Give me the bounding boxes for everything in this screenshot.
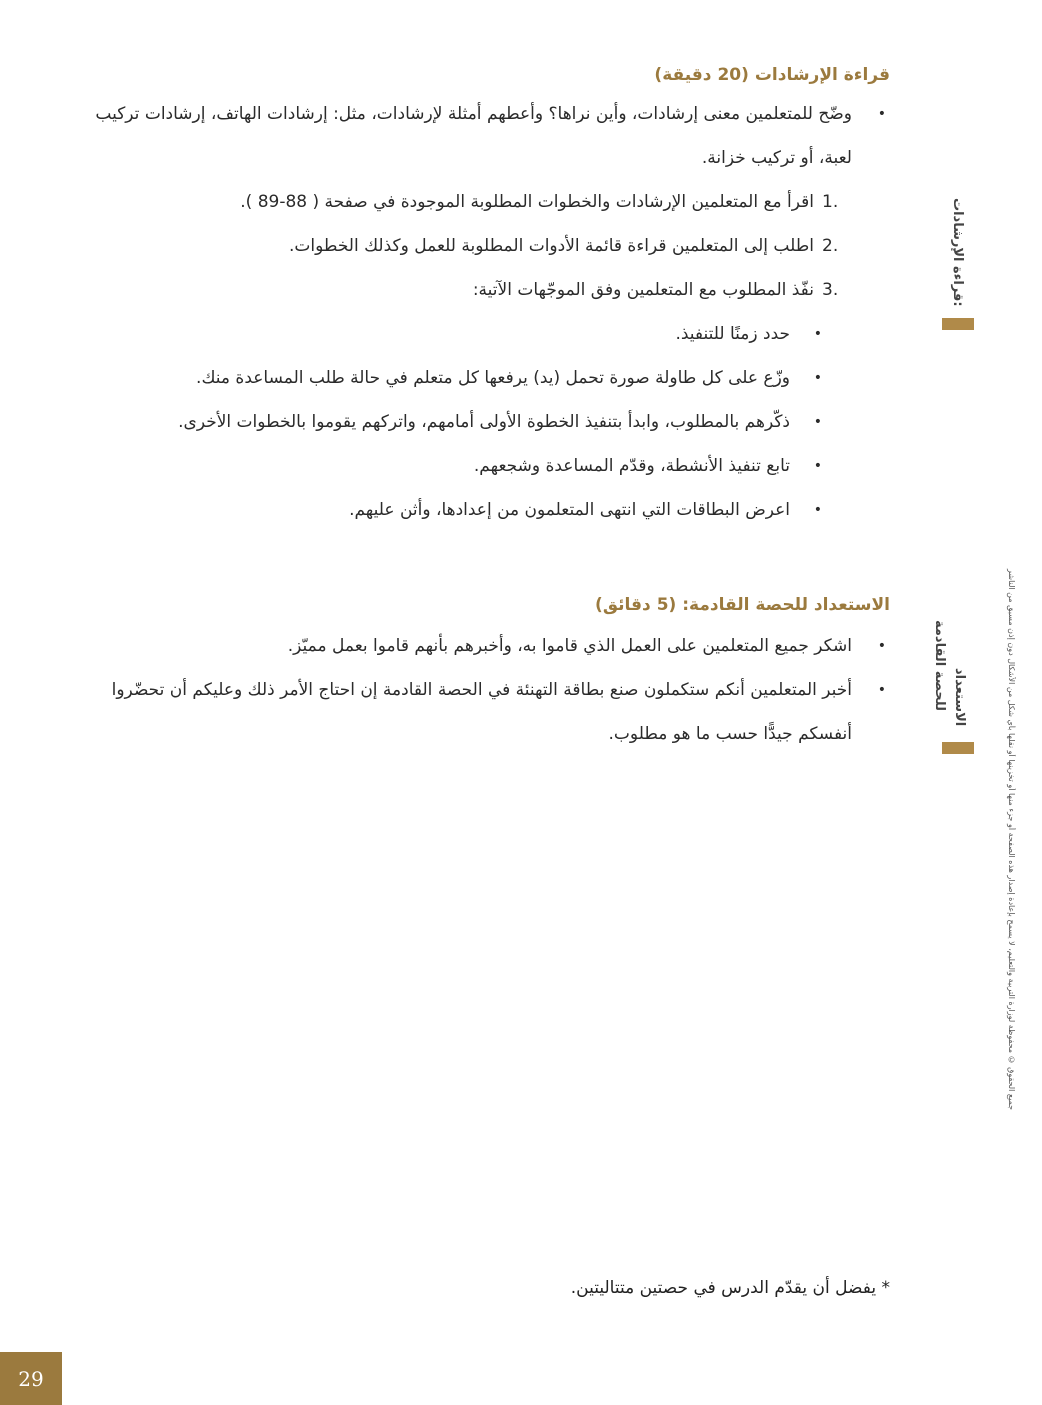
list-item bbox=[60, 92, 890, 180]
section-reading-instructions bbox=[60, 60, 890, 532]
side-tab-bar bbox=[942, 742, 974, 754]
sub-bullet-list bbox=[60, 312, 890, 532]
bullet-list bbox=[60, 624, 890, 756]
item-text: تابع تنفيذ الأنشطة، وقدّم المساعدة وشجعهم. bbox=[473, 456, 790, 476]
list-item bbox=[60, 224, 852, 268]
list-item bbox=[60, 268, 852, 312]
step-number: .1 bbox=[822, 192, 839, 212]
item-text: نفّذ المطلوب مع المتعلمين وفق الموجّهات الآتية: bbox=[472, 280, 814, 300]
step-number: .2 bbox=[822, 236, 839, 256]
bullet-icon: • bbox=[813, 326, 822, 342]
list-item bbox=[60, 356, 890, 400]
copyright-notice: جميع الحقوق © محفوظة لوزارة التربية والتعليم، لا يسمح بإعادة إصدار هذه الصفحة أو جزء منها أو تخزينها أو نقلها بأي شكل من الأشكال دون إذن مسبق من الناشر bbox=[1007, 568, 1016, 1110]
side-tab-label: الاستعداد bbox=[952, 668, 967, 727]
numbered-list bbox=[60, 180, 890, 312]
footnote: * يفضل أن يقدّم الدرس في حصتين متتاليتين. bbox=[570, 1278, 890, 1298]
item-text: اطلب إلى المتعلمين قراءة قائمة الأدوات المطلوبة للعمل وكذلك الخطوات. bbox=[288, 236, 814, 256]
list-item bbox=[60, 312, 890, 356]
item-text: اعرض البطاقات التي انتهى المتعلمون من إعدادها، وأثن عليهم. bbox=[349, 500, 790, 520]
item-text: وزّع على كل طاولة صورة تحمل (يد) يرفعها كل متعلم في حالة طلب المساعدة منك. bbox=[196, 368, 790, 388]
list-item bbox=[60, 400, 890, 444]
item-text: اقرأ مع المتعلمين الإرشادات والخطوات المطلوبة الموجودة في صفحة ( 88-89 ). bbox=[240, 192, 814, 212]
step-number: .3 bbox=[822, 280, 839, 300]
bullet-icon: • bbox=[813, 458, 822, 474]
bullet-icon: • bbox=[877, 638, 886, 654]
side-tab-bar bbox=[942, 318, 974, 330]
list-item bbox=[60, 444, 890, 488]
bullet-icon: • bbox=[813, 414, 822, 430]
side-tab-label: للحصة القادمة bbox=[932, 620, 947, 711]
item-text: ذكّرهم بالمطلوب، وابدأ بتنفيذ الخطوة الأولى أمامهم، واتركهم يقوموا بالخطوات الأخرى. bbox=[178, 412, 790, 432]
bullet-icon: • bbox=[813, 502, 822, 518]
list-item bbox=[60, 180, 852, 224]
bullet-icon: • bbox=[877, 682, 886, 698]
item-text: اشكر جميع المتعلمين على العمل الذي قاموا به، وأخبرهم بأنهم قاموا بعمل مميّز. bbox=[287, 636, 852, 656]
bullet-list bbox=[60, 92, 890, 180]
list-item bbox=[60, 668, 890, 756]
section-next-lesson bbox=[60, 590, 890, 756]
page-number: 29 bbox=[0, 1352, 62, 1405]
item-text: حدد زمنًا للتنفيذ. bbox=[675, 324, 790, 344]
list-item bbox=[60, 488, 890, 532]
section-title: الاستعداد للحصة القادمة: (5 دقائق) bbox=[595, 595, 890, 615]
side-tab-label: قراءة الإرشادات: bbox=[950, 198, 965, 307]
item-text: وضّح للمتعلمين معنى إرشادات، وأين نراها؟ وأعطهم أمثلة لإرشادات، مثل: إرشادات الهاتف، إرشادات تركيب لعبة، أو تركيب خزانة. bbox=[95, 104, 852, 168]
bullet-icon: • bbox=[877, 106, 886, 122]
section-title: قراءة الإرشادات (20 دقيقة) bbox=[654, 65, 890, 85]
item-text: أخبر المتعلمين أنكم ستكملون صنع بطاقة التهنئة في الحصة القادمة إن احتاج الأمر ذلك وعليكم أن تحضّروا أنفسكم جيدًّا حسب ما هو مطلوب. bbox=[111, 680, 852, 744]
list-item bbox=[60, 624, 890, 668]
bullet-icon: • bbox=[813, 370, 822, 386]
